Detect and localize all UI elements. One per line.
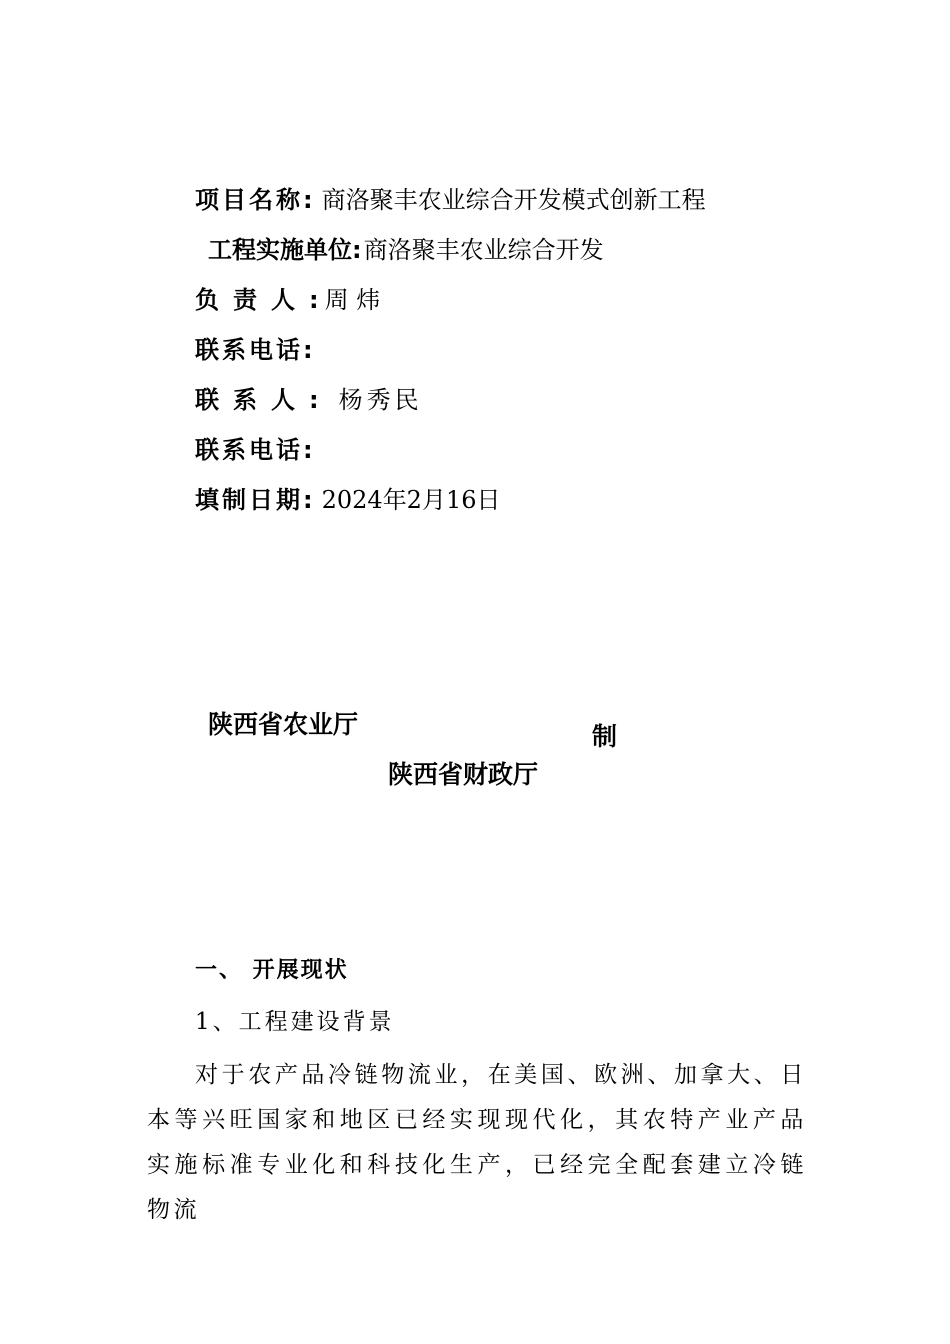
body-paragraph: 对于农产品冷链物流业，在美国、欧洲、加拿大、日本等兴旺国家和地区已经实现现代化，其农特产业产品实施标准专业化和科技化生产，已经完全配套建立冷链物流 [147,1062,807,1223]
project-name-row [195,184,706,216]
section-subheading: 1、工程建设背景 [195,1009,395,1035]
implementer-value: 商洛聚丰农业综合开发 [363,236,604,264]
contact-person-value: 杨秀民 [338,386,423,414]
contact-phone-label-2: 联系电话: [195,436,316,464]
contact-phone-label-1: 联系电话: [195,336,316,364]
implementer-label: 工程实施单位: [208,236,362,264]
project-name-label: 项目名称: [195,186,316,214]
contact-person-label: 联系人: [195,386,333,414]
dept-agriculture: 陕西省农业厅 [208,710,359,739]
fill-date-label: 填制日期: [195,486,316,514]
fill-date-value: 2024年2月16日 [321,486,501,514]
implementer-row [208,234,604,266]
contact-phone-row-2 [195,434,322,466]
fill-date-row [195,484,501,516]
contact-phone-row-1 [195,334,322,366]
responsible-person-value: 周 炜 [324,286,381,314]
project-name-value: 商洛聚丰农业综合开发模式创新工程 [321,186,706,214]
made-by-mark: 制 [592,722,618,751]
section-heading: 一、 开展现状 [195,958,349,983]
dept-finance: 陕西省财政厅 [388,760,539,789]
responsible-person-row [195,284,380,316]
contact-person-row [195,384,423,416]
responsible-person-label: 负责人: [195,286,333,314]
